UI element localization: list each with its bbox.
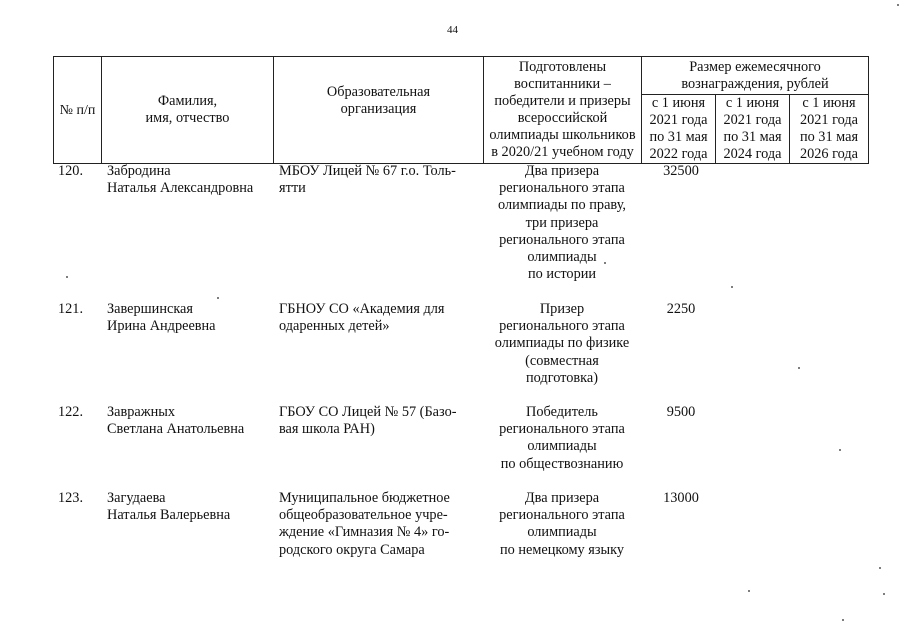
row-reward-2022: 9500 [666,404,696,420]
header-period-3: с 1 июня 2021 года по 31 мая 2026 года [790,95,869,164]
row-reward-2022: 2250 [666,301,696,317]
row-name: Завершинская Ирина Андреевна [107,301,216,335]
scan-speck [897,4,899,6]
header-reward-group: Размер ежемесячного вознаграждения, рублей [642,57,869,95]
scan-speck [731,286,733,288]
scan-speck [839,449,841,451]
row-organization: Муниципальное бюджетное общеобразовательное учре- ждение «Гимназия № 4» го- родского округа Самара [279,490,450,558]
row-number: 122. [58,404,84,420]
header-period-1: с 1 июня 2021 года по 31 мая 2022 года [642,95,716,164]
row-achievement: Два призера регионального этапа олимпиады по немецкому языку [499,490,625,558]
header-name: Фамилия, имя, отчество [102,57,274,164]
row-number: 121. [58,301,84,317]
row-number: 120. [58,163,84,179]
header-org: Образовательная организация [274,57,484,164]
scan-speck [798,367,800,369]
scan-speck [217,297,219,299]
row-achievement: Победитель регионального этапа олимпиады по обществознанию [499,404,625,472]
page-number: 44 [447,24,458,36]
scan-speck [883,593,885,595]
row-number: 123. [58,490,84,506]
row-organization: ГБОУ СО Лицей № 57 (Базо- вая школа РАН) [279,404,457,438]
row-organization: ГБНОУ СО «Академия для одаренных детей» [279,301,445,335]
row-reward-2022: 32500 [663,163,699,179]
header-num: № п/п [54,57,102,164]
row-reward-2022: 13000 [663,490,699,506]
table-header [53,56,869,164]
row-name: Завражных Светлана Анатольевна [107,404,245,438]
header-period-2: с 1 июня 2021 года по 31 мая 2024 года [716,95,790,164]
scan-speck [842,619,844,621]
row-name: Загудаева Наталья Валерьевна [107,490,231,524]
scan-speck [66,276,68,278]
row-organization: МБОУ Лицей № 67 г.о. Толь- ятти [279,163,456,197]
header-achievement: Подготовлены воспитанники – победители и призеры всероссийской олимпиады школьников в 2020/21 учебном году [484,57,642,164]
row-achievement: Два призера регионального этапа олимпиады по праву, три призера регионального этапа олимпиады по истории [498,163,626,283]
row-name: Забродина Наталья Александровна [107,163,254,197]
row-achievement: Призер регионального этапа олимпиады по физике (совместная подготовка) [494,301,630,386]
scan-speck [748,590,750,592]
scan-speck [879,567,881,569]
scan-speck [604,262,606,264]
